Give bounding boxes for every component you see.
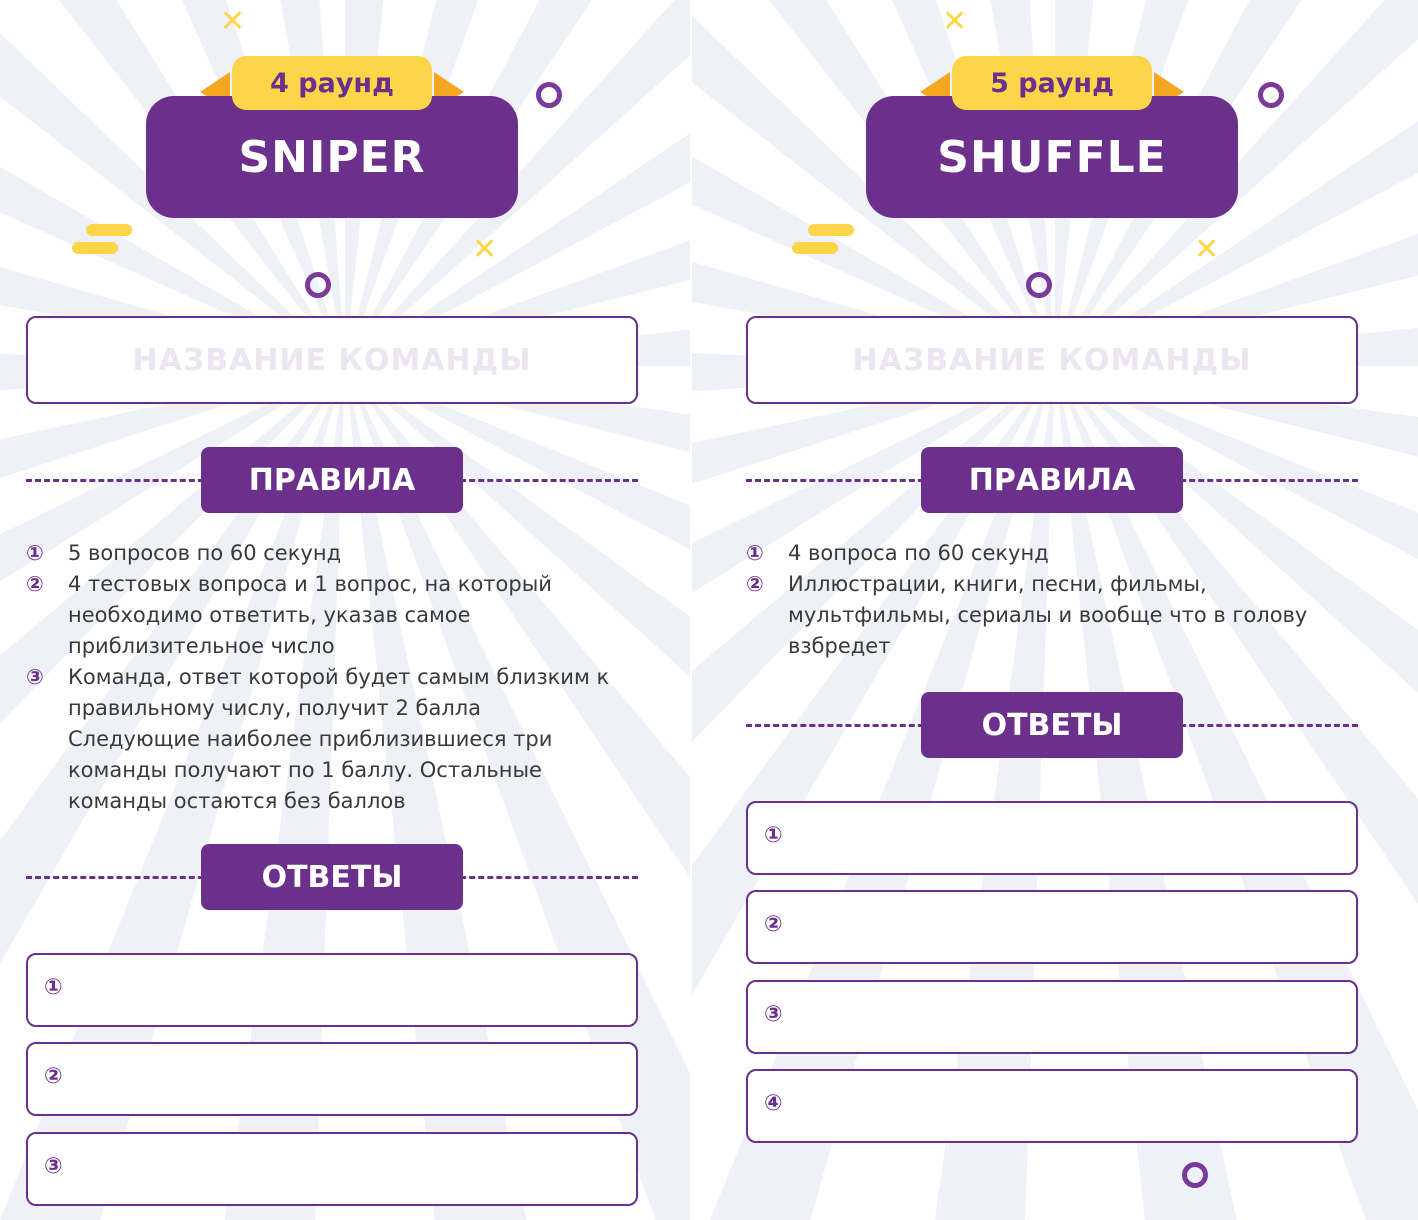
rules-list [26, 538, 638, 817]
rules-list [746, 538, 1358, 662]
rules-section-header [746, 447, 1358, 513]
round-title: SHUFFLE [866, 96, 1238, 218]
dash-decoration-icon [808, 224, 854, 236]
ring-decoration-icon [305, 272, 331, 298]
answer-field-4[interactable] [746, 1069, 1358, 1143]
ring-decoration-icon [1258, 82, 1284, 108]
rule-number: ② [26, 572, 44, 596]
rule-number: ③ [26, 665, 44, 689]
dash-decoration-icon [72, 242, 118, 254]
round-5-sheet [692, 0, 1418, 1220]
rule-item [26, 662, 638, 724]
cross-decoration-icon: ✕ [472, 232, 498, 267]
rules-heading: ПРАВИЛА [921, 447, 1183, 513]
rule-text: 4 вопроса по 60 секунд [788, 541, 1049, 565]
answer-number: ① [44, 975, 63, 1000]
round-4-content [26, 0, 638, 1220]
round-5-content [746, 0, 1358, 1220]
answer-field-1[interactable] [746, 801, 1358, 875]
answer-field-3[interactable] [746, 980, 1358, 1054]
answer-field-2[interactable] [26, 1042, 638, 1116]
rule-number: ② [746, 572, 764, 596]
dash-decoration-icon [86, 224, 132, 236]
round-header [866, 56, 1238, 218]
rule-note: Следующие наиболее приблизившиеся три команды получают по 1 баллу. Остальные команды остаются без баллов [68, 727, 553, 813]
rules-section-header [26, 447, 638, 513]
ring-decoration-icon [1182, 1162, 1208, 1188]
cross-decoration-icon: ✕ [1194, 232, 1220, 267]
cross-decoration-icon: ✕ [942, 4, 968, 39]
team-name-field[interactable]: НАЗВАНИЕ КОМАНДЫ [26, 316, 638, 404]
rule-item [26, 569, 638, 662]
team-name-field[interactable]: НАЗВАНИЕ КОМАНДЫ [746, 316, 1358, 404]
round-4-sheet [0, 0, 690, 1220]
answer-number: ① [764, 823, 783, 848]
cross-decoration-icon: ✕ [220, 4, 246, 39]
answer-number: ④ [764, 1091, 783, 1116]
answer-field-2[interactable] [746, 890, 1358, 964]
dash-decoration-icon [792, 242, 838, 254]
answers-section-header [26, 844, 638, 910]
rule-number: ① [746, 541, 764, 565]
rule-text: 4 тестовых вопроса и 1 вопрос, на который необходимо ответить, указав самое приблизительное число [68, 572, 552, 658]
ring-decoration-icon [1026, 272, 1052, 298]
answer-number: ② [764, 912, 783, 937]
rule-item [746, 569, 1358, 662]
answers-heading: ОТВЕТЫ [201, 844, 463, 910]
answer-field-1[interactable] [26, 953, 638, 1027]
answer-number: ③ [44, 1154, 63, 1179]
round-header [146, 56, 518, 218]
answer-number: ③ [764, 1002, 783, 1027]
rule-item [746, 538, 1358, 569]
rules-heading: ПРАВИЛА [201, 447, 463, 513]
rule-number: ① [26, 541, 44, 565]
rule-text: Команда, ответ которой будет самым близким к правильному числу, получит 2 балла [68, 665, 610, 720]
answers-heading: ОТВЕТЫ [921, 692, 1183, 758]
round-number-badge: 4 раунд [232, 56, 432, 110]
rule-text: Иллюстрации, книги, песни, фильмы, мультфильмы, сериалы и вообще что в голову взбредет [788, 572, 1308, 658]
round-title: SNIPER [146, 96, 518, 218]
ring-decoration-icon [536, 82, 562, 108]
answers-section-header [746, 692, 1358, 758]
answer-number: ② [44, 1064, 63, 1089]
round-number-badge: 5 раунд [952, 56, 1152, 110]
rule-item [26, 538, 638, 569]
rule-text: 5 вопросов по 60 секунд [68, 541, 342, 565]
answer-field-3[interactable] [26, 1132, 638, 1206]
